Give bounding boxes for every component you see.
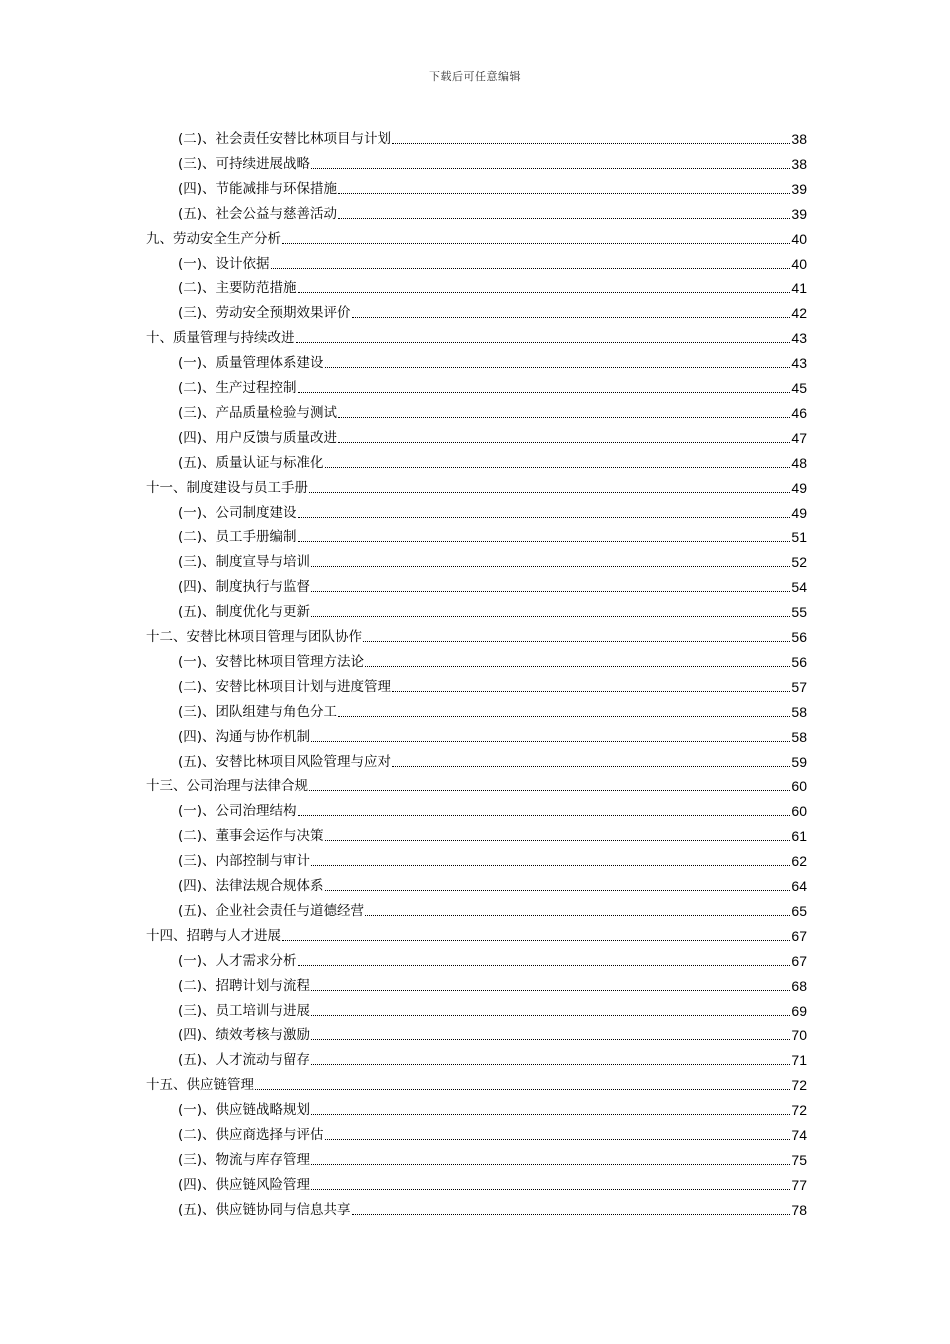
- toc-entry-title: (二)、安替比林项目计划与进度管理: [178, 678, 392, 695]
- toc-section-entry[interactable]: [178, 400, 807, 422]
- toc-dot-leader: [311, 990, 790, 991]
- toc-dot-leader: [392, 766, 790, 767]
- toc-entry-title: (四)、供应链风险管理: [178, 1176, 311, 1193]
- toc-page-number: 52: [791, 554, 807, 571]
- toc-page-number: 67: [791, 927, 807, 944]
- toc-dot-leader: [338, 442, 790, 443]
- toc-page-number: 77: [791, 1176, 807, 1193]
- toc-page-number: 61: [791, 828, 807, 845]
- toc-section-entry[interactable]: [178, 599, 807, 621]
- toc-section-entry[interactable]: [178, 973, 807, 995]
- toc-page-number: 71: [791, 1052, 807, 1069]
- toc-chapter-entry[interactable]: [146, 325, 807, 347]
- toc-entry-title: (一)、设计依据: [178, 255, 270, 272]
- toc-entry-title: (二)、社会责任安替比林项目与计划: [178, 131, 392, 147]
- toc-page-number: 39: [791, 205, 807, 222]
- toc-entry-title: (一)、人才需求分析: [178, 952, 297, 969]
- toc-page-number: 59: [791, 753, 807, 770]
- toc-chapter-entry[interactable]: [146, 773, 807, 795]
- toc-entry-title: (三)、团队组建与角色分工: [178, 703, 338, 720]
- toc-entry-title: (五)、制度优化与更新: [178, 604, 311, 621]
- toc-dot-leader: [298, 965, 791, 966]
- toc-entry-title: (三)、物流与库存管理: [178, 1151, 311, 1168]
- toc-section-entry[interactable]: [178, 798, 807, 820]
- toc-entry-title: (三)、员工培训与进展: [178, 1002, 311, 1019]
- toc-page-number: 48: [791, 454, 807, 471]
- toc-page-number: 40: [791, 230, 807, 247]
- toc-entry-title: (五)、社会公益与慈善活动: [178, 205, 338, 222]
- toc-entry-title: (五)、企业社会责任与道德经营: [178, 902, 365, 919]
- toc-entry-title: (四)、绩效考核与激励: [178, 1027, 311, 1044]
- toc-entry-title: 十二、安替比林项目管理与团队协作: [146, 629, 362, 645]
- toc-page-number: 72: [791, 1102, 807, 1119]
- toc-dot-leader: [298, 517, 791, 518]
- toc-entry-title: (三)、产品质量检验与测试: [178, 404, 338, 421]
- toc-dot-leader: [282, 940, 790, 941]
- toc-dot-leader: [325, 890, 791, 891]
- toc-entry-title: (四)、制度执行与监督: [178, 579, 311, 596]
- toc-page-number: 43: [791, 330, 807, 347]
- toc-chapter-entry[interactable]: [146, 1072, 807, 1094]
- toc-dot-leader: [309, 790, 790, 791]
- toc-dot-leader: [271, 268, 791, 269]
- toc-dot-leader: [311, 168, 790, 169]
- toc-section-entry[interactable]: [178, 848, 807, 870]
- toc-entry-title: (二)、供应商选择与评估: [178, 1127, 324, 1143]
- toc-page-number: 42: [791, 305, 807, 322]
- toc-page-number: 78: [791, 1201, 807, 1218]
- toc-dot-leader: [255, 1089, 790, 1090]
- toc-entry-title: (五)、安替比林项目风险管理与应对: [178, 753, 392, 770]
- toc-section-entry[interactable]: [178, 1197, 807, 1219]
- page-header: 下载后可任意编辑: [429, 70, 521, 83]
- toc-dot-leader: [325, 467, 791, 468]
- toc-dot-leader: [309, 492, 790, 493]
- toc-section-entry[interactable]: [178, 176, 807, 198]
- toc-section-entry[interactable]: [178, 251, 807, 273]
- toc-section-entry[interactable]: [178, 898, 807, 920]
- toc-dot-leader: [298, 815, 791, 816]
- toc-dot-leader: [338, 716, 790, 717]
- toc-section-entry[interactable]: [178, 998, 807, 1020]
- toc-section-entry[interactable]: [178, 425, 807, 447]
- toc-entry-title: (四)、法律法规合规体系: [178, 878, 324, 894]
- toc-dot-leader: [311, 1114, 790, 1115]
- toc-entry-title: (三)、可持续进展战略: [178, 155, 311, 172]
- toc-section-entry[interactable]: [178, 948, 807, 970]
- toc-entry-title: (四)、用户反馈与质量改进: [178, 429, 338, 446]
- toc-page-number: 45: [791, 380, 807, 396]
- toc-page-number: 38: [791, 131, 807, 147]
- toc-dot-leader: [338, 218, 790, 219]
- toc-dot-leader: [352, 1214, 791, 1215]
- toc-page-number: 51: [791, 529, 807, 546]
- toc-page-number: 43: [791, 355, 807, 372]
- toc-section-entry[interactable]: [178, 350, 807, 372]
- toc-dot-leader: [365, 666, 790, 667]
- toc-dot-leader: [298, 541, 791, 542]
- toc-section-entry[interactable]: [178, 823, 807, 845]
- toc-section-entry[interactable]: [178, 674, 807, 696]
- toc-page-number: 62: [791, 853, 807, 870]
- toc-entry-title: (一)、质量管理体系建设: [178, 355, 324, 372]
- toc-page-number: 47: [791, 429, 807, 446]
- toc-dot-leader: [298, 392, 791, 393]
- toc-page-number: 49: [791, 504, 807, 521]
- toc-page-number: 56: [791, 653, 807, 670]
- toc-page-number: 39: [791, 180, 807, 197]
- toc-section-entry[interactable]: [178, 1147, 807, 1169]
- toc-entry-title: (五)、人才流动与留存: [178, 1052, 311, 1069]
- toc-section-entry[interactable]: [178, 450, 807, 472]
- toc-section-entry[interactable]: [178, 524, 807, 546]
- toc-entry-title: 十三、公司治理与法律合规: [146, 778, 308, 795]
- toc-page-number: 60: [791, 778, 807, 795]
- toc-dot-leader: [311, 1189, 790, 1190]
- toc-dot-leader: [311, 1164, 790, 1165]
- toc-entry-title: (一)、公司制度建设: [178, 504, 297, 521]
- toc-page-number: 55: [791, 604, 807, 621]
- toc-chapter-entry[interactable]: [146, 923, 807, 945]
- toc-entry-title: (三)、内部控制与审计: [178, 853, 311, 870]
- toc-dot-leader: [325, 367, 791, 368]
- toc-dot-leader: [392, 691, 790, 692]
- toc-entry-title: (五)、质量认证与标准化: [178, 454, 324, 471]
- toc-page-number: 68: [791, 977, 807, 994]
- toc-section-entry[interactable]: [178, 1097, 807, 1119]
- toc-entry-title: (一)、供应链战略规划: [178, 1102, 311, 1119]
- toc-page-number: 67: [791, 952, 807, 969]
- toc-entry-title: 十五、供应链管理: [146, 1077, 254, 1094]
- toc-section-entry[interactable]: [178, 873, 807, 895]
- toc-page-number: 60: [791, 803, 807, 820]
- toc-dot-leader: [392, 143, 790, 144]
- toc-dot-leader: [352, 317, 791, 318]
- toc-dot-leader: [311, 591, 790, 592]
- toc-entry-title: (二)、董事会运作与决策: [178, 828, 324, 845]
- toc-page-number: 40: [791, 255, 807, 272]
- toc-entry-title: 十一、制度建设与员工手册: [146, 479, 308, 496]
- toc-section-entry[interactable]: [178, 275, 807, 297]
- toc-entry-title: (一)、公司治理结构: [178, 803, 297, 820]
- toc-chapter-entry[interactable]: [146, 226, 807, 248]
- toc-dot-leader: [311, 1064, 790, 1065]
- toc-section-entry[interactable]: [178, 375, 807, 397]
- toc-dot-leader: [311, 741, 790, 742]
- toc-entry-title: (三)、制度宣导与培训: [178, 554, 311, 571]
- toc-dot-leader: [311, 566, 790, 567]
- toc-dot-leader: [338, 193, 790, 194]
- toc-section-entry[interactable]: [178, 1022, 807, 1044]
- toc-entry-title: (二)、生产过程控制: [178, 380, 297, 396]
- toc-section-entry[interactable]: [178, 574, 807, 596]
- toc-page-number: 58: [791, 703, 807, 720]
- toc-entry-title: 九、劳动安全生产分析: [146, 230, 281, 247]
- toc-section-entry[interactable]: [178, 126, 807, 148]
- toc-dot-leader: [311, 1015, 790, 1016]
- toc-page-number: 72: [791, 1077, 807, 1094]
- toc-section-entry[interactable]: [178, 1047, 807, 1069]
- toc-page-number: 54: [791, 579, 807, 596]
- toc-chapter-entry[interactable]: [146, 624, 807, 646]
- toc-page-number: 41: [791, 280, 807, 297]
- toc-entry-title: (三)、劳动安全预期效果评价: [178, 305, 351, 322]
- toc-section-entry[interactable]: [178, 500, 807, 522]
- toc-page-number: 65: [791, 902, 807, 919]
- toc-dot-leader: [365, 915, 790, 916]
- toc-section-entry[interactable]: [178, 151, 807, 173]
- toc-entry-title: (二)、招聘计划与流程: [178, 977, 311, 994]
- toc-section-entry[interactable]: [178, 549, 807, 571]
- toc-chapter-entry[interactable]: [146, 475, 807, 497]
- toc-dot-leader: [311, 1039, 790, 1040]
- toc-page-number: 64: [791, 878, 807, 894]
- toc-section-entry[interactable]: [178, 699, 807, 721]
- toc-dot-leader: [325, 840, 791, 841]
- toc-dot-leader: [325, 1139, 791, 1140]
- toc-entry-title: 十、质量管理与持续改进: [146, 330, 295, 347]
- toc-section-entry[interactable]: [178, 300, 807, 322]
- toc-page-number: 57: [791, 678, 807, 695]
- toc-entry-title: (四)、沟通与协作机制: [178, 728, 311, 745]
- toc-section-entry[interactable]: [178, 1122, 807, 1144]
- toc-section-entry[interactable]: [178, 1172, 807, 1194]
- toc-section-entry[interactable]: [178, 201, 807, 223]
- toc-entry-title: 十四、招聘与人才进展: [146, 927, 281, 944]
- toc-page-number: 75: [791, 1151, 807, 1168]
- toc-section-entry[interactable]: [178, 749, 807, 771]
- toc-dot-leader: [311, 616, 790, 617]
- toc-entry-title: (五)、供应链协同与信息共享: [178, 1201, 351, 1218]
- toc-dot-leader: [363, 641, 790, 642]
- toc-page-number: 58: [791, 728, 807, 745]
- toc-dot-leader: [311, 865, 790, 866]
- toc-dot-leader: [298, 292, 791, 293]
- toc-page-number: 49: [791, 479, 807, 496]
- toc-entry-title: (四)、节能减排与环保措施: [178, 180, 338, 197]
- toc-section-entry[interactable]: [178, 649, 807, 671]
- toc-page-number: 70: [791, 1027, 807, 1044]
- toc-page-number: 69: [791, 1002, 807, 1019]
- toc-entry-title: (一)、安替比林项目管理方法论: [178, 653, 365, 670]
- toc-page-number: 38: [791, 155, 807, 172]
- toc-entry-title: (二)、主要防范措施: [178, 280, 297, 297]
- toc-dot-leader: [338, 417, 790, 418]
- toc-entry-title: (二)、员工手册编制: [178, 529, 297, 546]
- toc-section-entry[interactable]: [178, 724, 807, 746]
- toc-page-number: 46: [791, 404, 807, 421]
- toc-dot-leader: [282, 243, 790, 244]
- toc-page-number: 74: [791, 1127, 807, 1143]
- toc-page-number: 56: [791, 629, 807, 645]
- toc-dot-leader: [296, 342, 791, 343]
